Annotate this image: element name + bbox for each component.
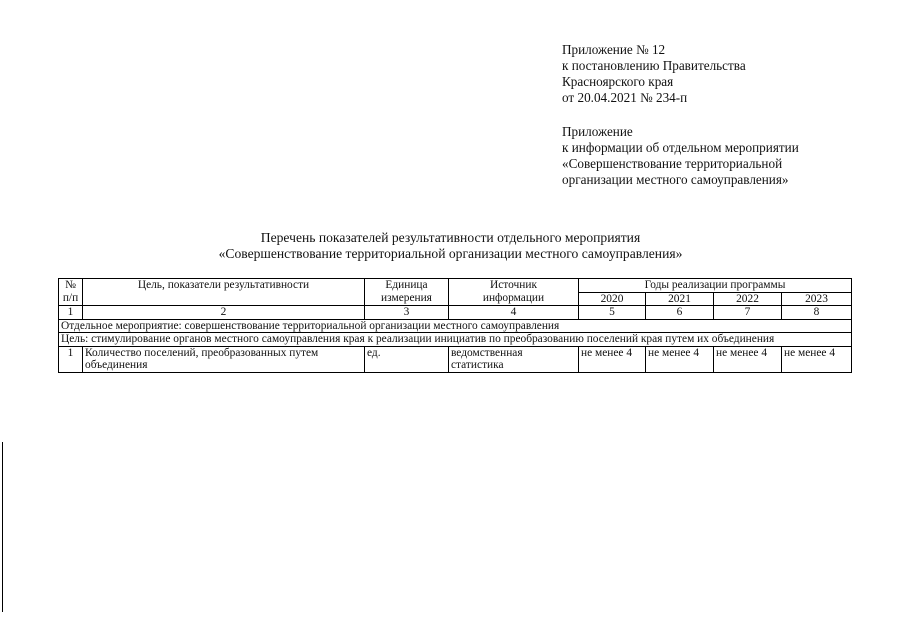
column-number: 6: [646, 306, 714, 320]
column-number: 7: [714, 306, 782, 320]
table-row: [59, 346, 852, 372]
header-num-line: №: [65, 279, 76, 291]
header-year-2021: 2021: [646, 292, 714, 306]
row-unit: ед.: [365, 346, 449, 372]
appendix-line: Красноярского края: [562, 74, 674, 89]
column-number-row: [59, 306, 852, 320]
title-line-1: Перечень показателей результативности отдельного мероприятия: [260, 230, 641, 245]
header-source-line: информации: [482, 291, 545, 304]
document-title: [0, 230, 901, 262]
sub-appendix-line: организации местного самоуправления»: [562, 172, 789, 187]
column-number: 5: [579, 306, 646, 320]
header-unit-line: Единица: [385, 279, 428, 291]
appendix-header: [562, 42, 892, 188]
scan-edge-line: [2, 442, 3, 612]
indicators-table: [58, 278, 852, 373]
header-row-1: [59, 279, 852, 293]
column-number: 3: [365, 306, 449, 320]
header-unit-line: измерения: [381, 291, 432, 304]
row-value-2022: не менее 4: [714, 346, 782, 372]
row-source: ведомственная статистика: [449, 346, 579, 372]
row-value-2021: не менее 4: [646, 346, 714, 372]
column-number: 1: [59, 306, 83, 320]
column-number: 4: [449, 306, 579, 320]
header-unit-cell: [365, 279, 449, 306]
sub-appendix-line: Приложение: [562, 124, 633, 139]
event-row: [59, 319, 852, 333]
spacer: [562, 106, 892, 124]
row-value-2023: не менее 4: [782, 346, 852, 372]
header-year-2022: 2022: [714, 292, 782, 306]
row-num: 1: [59, 346, 83, 372]
column-number: 2: [83, 306, 365, 320]
row-indicator: Количество поселений, преобразованных путем объединения: [83, 346, 365, 372]
header-year-2023: 2023: [782, 292, 852, 306]
header-num-line: п/п: [62, 291, 79, 304]
header-source-line: Источник: [490, 279, 537, 291]
title-line-2: «Совершенствование территориальной организации местного самоуправления»: [218, 246, 683, 261]
header-years-group: Годы реализации программы: [579, 279, 852, 293]
header-goal-cell: Цель, показатели результативности: [83, 279, 365, 306]
appendix-line: Приложение № 12: [562, 42, 666, 57]
event-row-text: Отдельное мероприятие: совершенствование территориальной организации местного самоуправления: [59, 319, 852, 333]
appendix-line: от 20.04.2021 № 234-п: [562, 90, 688, 105]
sub-appendix-line: к информации об отдельном мероприятии: [562, 140, 799, 155]
sub-appendix-line: «Совершенствование территориальной: [562, 156, 783, 171]
goal-row: [59, 333, 852, 347]
row-value-2020: не менее 4: [579, 346, 646, 372]
header-year-2020: 2020: [579, 292, 646, 306]
header-source-cell: [449, 279, 579, 306]
goal-row-text: Цель: стимулирование органов местного самоуправления края к реализации инициатив по преобразованию поселений края путем их объединения: [59, 333, 852, 347]
header-num-cell: [59, 279, 83, 306]
column-number: 8: [782, 306, 852, 320]
appendix-line: к постановлению Правительства: [562, 58, 746, 73]
